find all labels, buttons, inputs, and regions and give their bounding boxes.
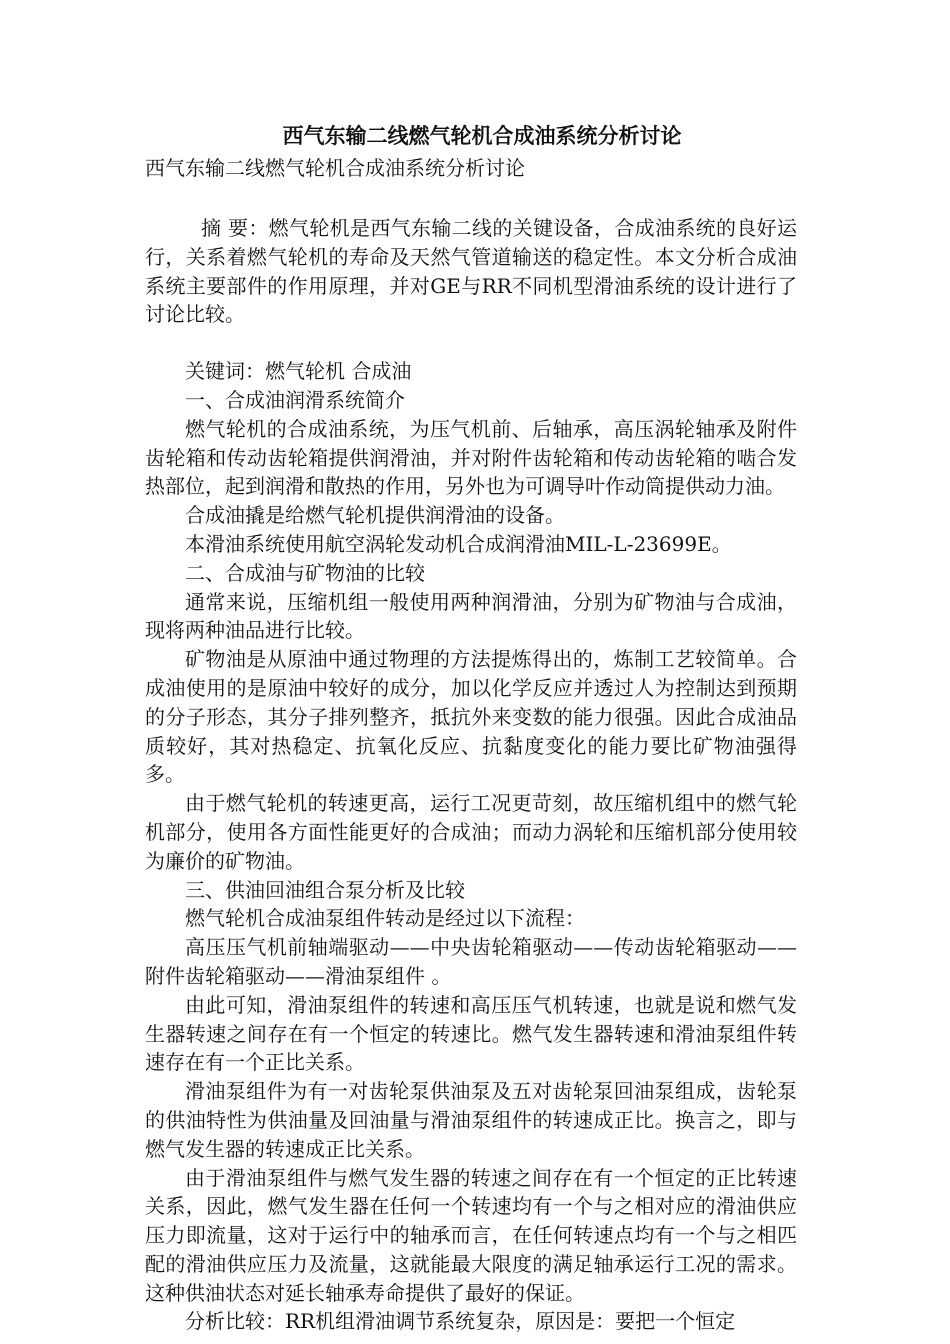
body-paragraph: 由于滑油泵组件与燃气发生器的转速之间存在有一个恒定的正比转速关系，因此，燃气发生器在任何一个转速均有一个与之相对应的滑油供应压力即流量，这对于运行中的轴承而言，在任何转速点均有一个与之相匹配的滑油供应压力及流量，这就能最大限度的满足轴承运行工况的需求。这种供油状态对延长轴承寿命提供了最好的保证。: [145, 1165, 797, 1305]
body-paragraph: 燃气轮机的合成油系统，为压气机前、后轴承，高压涡轮轴承及附件齿轮箱和传动齿轮箱提供润滑油，并对附件齿轮箱和传动齿轮箱的啮合发热部位，起到润滑和散热的作用，另外也为可调导叶作动筒提供动力油。: [145, 416, 797, 499]
section-heading-3: 三、供油回油组合泵分析及比较: [185, 877, 465, 902]
abstract-paragraph: 摘 要：燃气轮机是西气东输二线的关键设备，合成油系统的良好运行，关系着燃气轮机的寿命及天然气管道输送的稳定性。本文分析合成油系统主要部件的作用原理，并对GE与RR不同机型滑油系统的设计进行了讨论比较。: [145, 216, 797, 327]
body-paragraph: 由于燃气轮机的转速更高，运行工况更苛刻，故压缩机组中的燃气轮机部分，使用各方面性能更好的合成油；而动力涡轮和压缩机部分使用较为廉价的矿物油。: [145, 791, 797, 873]
document-title: 西气东输二线燃气轮机合成油系统分析讨论: [282, 124, 682, 148]
body-paragraph: 本滑油系统使用航空涡轮发动机合成润滑油MIL-L-23699E。: [185, 531, 732, 556]
keywords-line: 关键词：燃气轮机 合成油: [185, 359, 412, 384]
body-paragraph: 滑油泵组件为有一对齿轮泵供油泵及五对齿轮泵回油泵组成，齿轮泵的供油特性为供油量及回油量与滑油泵组件的转速成正比。换言之，即与燃气发生器的转速成正比关系。: [145, 1079, 797, 1161]
section-heading-1: 一、合成油润滑系统简介: [185, 387, 405, 412]
section-heading-2: 二、合成油与矿物油的比较: [185, 560, 425, 585]
body-paragraph: 由此可知，滑油泵组件的转速和高压压气机转速，也就是说和燃气发生器转速之间存在有一个恒定的转速比。燃气发生器转速和滑油泵组件转速存在有一个正比关系。: [145, 992, 797, 1075]
body-paragraph: 高压压气机前轴端驱动——中央齿轮箱驱动——传动齿轮箱驱动——附件齿轮箱驱动——滑油泵组件 。: [145, 935, 797, 988]
document-subtitle: 西气东输二线燃气轮机合成油系统分析讨论: [145, 156, 525, 180]
body-paragraph: 矿物油是从原油中通过物理的方法提炼得出的，炼制工艺较简单。合成油使用的是原油中较好的成分，加以化学反应并透过人为控制达到预期的分子形态，其分子排列整齐，抵抗外来变数的能力很强。因此合成油品质较好，其对热稳定、抗氧化反应、抗黏度变化的能力要比矿物油强得多。: [145, 647, 797, 787]
body-paragraph: 分析比较：RR机组滑油调节系统复杂，原因是：要把一个恒定: [185, 1309, 736, 1334]
body-paragraph: 通常来说，压缩机组一般使用两种润滑油，分别为矿物油与合成油，现将两种油品进行比较。: [145, 589, 797, 643]
body-paragraph: 燃气轮机合成油泵组件转动是经过以下流程：: [185, 906, 585, 931]
document-page: [145, 118, 797, 1336]
body-paragraph: 合成油撬是给燃气轮机提供润滑油的设备。: [185, 503, 565, 528]
